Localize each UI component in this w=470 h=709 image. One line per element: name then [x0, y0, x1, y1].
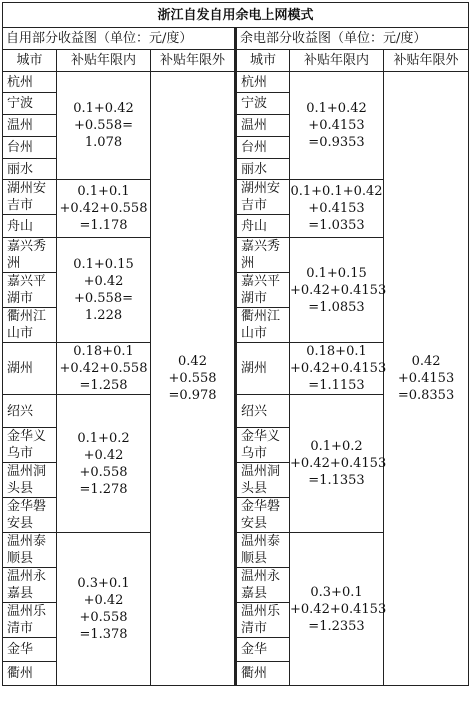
left-city-cell: 温州 — [3, 115, 57, 137]
right-value-line: =1.2353 — [308, 618, 365, 634]
left-subtitle: 自用部分收益图（单位：元/度） — [3, 28, 236, 50]
right-value-line: 0.1+0.1+0.42 — [290, 184, 383, 199]
left-city-cell: 衢州 — [3, 662, 57, 686]
left-city-cell: 衢州江山市 — [3, 308, 57, 343]
right-city-cell: 湖州 — [236, 343, 290, 395]
right-value-cell — [290, 533, 387, 686]
left-city-cell: 宁波 — [3, 93, 57, 115]
right-value-line: =1.1153 — [308, 378, 365, 393]
left-value-line: +0.42+0.558 — [59, 361, 148, 376]
right-value-cell — [290, 72, 384, 180]
left-value-line: +0.42 — [83, 593, 124, 608]
right-value-cell — [290, 395, 387, 533]
right-value-line: =1.0853 — [308, 299, 365, 315]
left-value-line: =1.258 — [79, 378, 128, 393]
right-outside-line: +0.4153 — [397, 371, 455, 386]
right-city-cell: 温州泰顺县 — [236, 533, 290, 568]
left-value-cell — [57, 533, 151, 686]
right-header-city: 城市 — [236, 50, 290, 72]
revenue-table — [2, 2, 469, 686]
right-city-cell: 舟山 — [236, 215, 290, 238]
left-value-line: =1.178 — [79, 218, 128, 233]
left-value-line: 0.1+0.1 — [77, 184, 130, 199]
right-value-line: +0.4153 — [308, 201, 365, 216]
right-value-line: 0.18+0.1 — [306, 344, 367, 359]
right-city-cell: 嘉兴平湖市 — [236, 273, 290, 308]
left-value-line: +0.558 — [79, 464, 128, 480]
right-city-cell: 衢州江山市 — [236, 308, 290, 343]
table-title: 浙江自发自用余电上网模式 — [3, 3, 469, 28]
left-value-line: +0.558= — [73, 291, 133, 306]
right-city-cell: 嘉兴秀洲 — [236, 238, 290, 273]
right-city-cell: 湖州安吉市 — [236, 180, 290, 215]
left-header-city: 城市 — [3, 50, 57, 72]
left-value-cell — [57, 238, 151, 343]
left-value-cell — [57, 180, 151, 238]
left-city-cell: 温州泰顺县 — [3, 533, 57, 568]
right-header-in: 补贴年限内 — [290, 50, 384, 72]
left-city-cell: 杭州 — [3, 72, 57, 93]
right-value-line: +0.4153 — [308, 118, 365, 133]
left-outside-value-cell — [151, 72, 236, 686]
left-outside-line: 0.42 — [178, 354, 207, 369]
left-value-line: 0.1+0.15 — [73, 257, 134, 272]
left-value-line: 0.1+0.2 — [77, 430, 130, 446]
right-value-line: 0.1+0.42 — [306, 101, 367, 116]
left-city-cell: 金华磐安县 — [3, 498, 57, 533]
right-outside-value-cell — [384, 72, 469, 686]
left-outside-line: +0.558 — [168, 371, 217, 386]
right-outside-line: =0.8353 — [397, 388, 455, 403]
left-value-line: 0.18+0.1 — [73, 344, 134, 359]
right-city-cell: 杭州 — [236, 72, 290, 93]
right-city-cell: 温州永嘉县 — [236, 568, 290, 603]
right-value-line: +0.42+0.4153 — [290, 456, 387, 471]
right-value-line: =1.1353 — [308, 473, 365, 488]
left-city-cell: 嘉兴平湖市 — [3, 273, 57, 308]
right-city-cell: 温州洞头县 — [236, 463, 290, 498]
right-city-cell: 绍兴 — [236, 395, 290, 428]
right-city-cell: 温州 — [236, 115, 290, 137]
left-city-cell: 嘉兴秀洲 — [3, 238, 57, 273]
right-city-cell: 金华磐安县 — [236, 498, 290, 533]
right-city-cell: 温州乐清市 — [236, 603, 290, 638]
right-value-line: +0.42+0.4153 — [290, 601, 387, 617]
left-value-cell — [57, 72, 151, 180]
left-city-cell: 金华 — [3, 638, 57, 662]
left-header-out: 补贴年限外 — [151, 50, 236, 72]
left-city-cell: 温州洞头县 — [3, 463, 57, 498]
right-city-cell: 台州 — [236, 137, 290, 159]
right-value-line: 0.3+0.1 — [310, 584, 363, 600]
left-city-cell: 温州乐清市 — [3, 603, 57, 638]
right-value-line: +0.42+0.4153 — [290, 361, 387, 376]
left-value-cell — [57, 343, 151, 395]
right-value-cell — [290, 238, 387, 343]
left-value-line: 1.228 — [84, 308, 123, 323]
left-value-line: =1.378 — [79, 627, 128, 642]
right-city-cell: 宁波 — [236, 93, 290, 115]
left-header-in: 补贴年限内 — [57, 50, 151, 72]
left-value-line: +0.42 — [83, 447, 124, 463]
right-city-cell: 衢州 — [236, 662, 290, 686]
right-value-line: 0.1+0.2 — [310, 439, 363, 454]
right-city-cell: 金华 — [236, 638, 290, 662]
left-value-cell — [57, 395, 151, 533]
left-city-cell: 金华义乌市 — [3, 428, 57, 463]
left-value-line: 0.3+0.1 — [77, 576, 130, 591]
left-outside-line: =0.978 — [168, 388, 217, 403]
right-value-line: =0.9353 — [308, 135, 365, 150]
right-value-cell — [290, 180, 384, 238]
left-value-line: =1.278 — [79, 481, 128, 497]
left-value-line: 1.078 — [84, 135, 123, 150]
right-city-cell: 丽水 — [236, 159, 290, 180]
left-value-line: +0.42 — [83, 274, 124, 289]
right-value-cell — [290, 343, 387, 395]
left-city-cell: 丽水 — [3, 159, 57, 180]
left-city-cell: 舟山 — [3, 215, 57, 238]
left-value-line: +0.558 — [79, 610, 128, 625]
right-city-cell: 金华义乌市 — [236, 428, 290, 463]
left-city-cell: 温州永嘉县 — [3, 568, 57, 603]
left-value-line: +0.558= — [73, 118, 133, 133]
document-page — [2, 2, 468, 705]
left-city-cell: 湖州 — [3, 343, 57, 395]
left-value-line: 0.1+0.42 — [73, 101, 134, 116]
left-value-line: +0.42+0.558 — [59, 201, 148, 216]
left-city-cell: 绍兴 — [3, 395, 57, 428]
table-row — [3, 72, 469, 93]
right-value-line: 0.1+0.15 — [306, 265, 367, 281]
right-header-out: 补贴年限外 — [384, 50, 469, 72]
left-city-cell: 台州 — [3, 137, 57, 159]
right-value-line: =1.0353 — [308, 218, 365, 233]
right-subtitle: 余电部分收益图（单位：元/度） — [236, 28, 469, 50]
right-value-line: +0.42+0.4153 — [290, 282, 387, 298]
right-outside-line: 0.42 — [411, 354, 441, 369]
left-city-cell: 湖州安吉市 — [3, 180, 57, 215]
